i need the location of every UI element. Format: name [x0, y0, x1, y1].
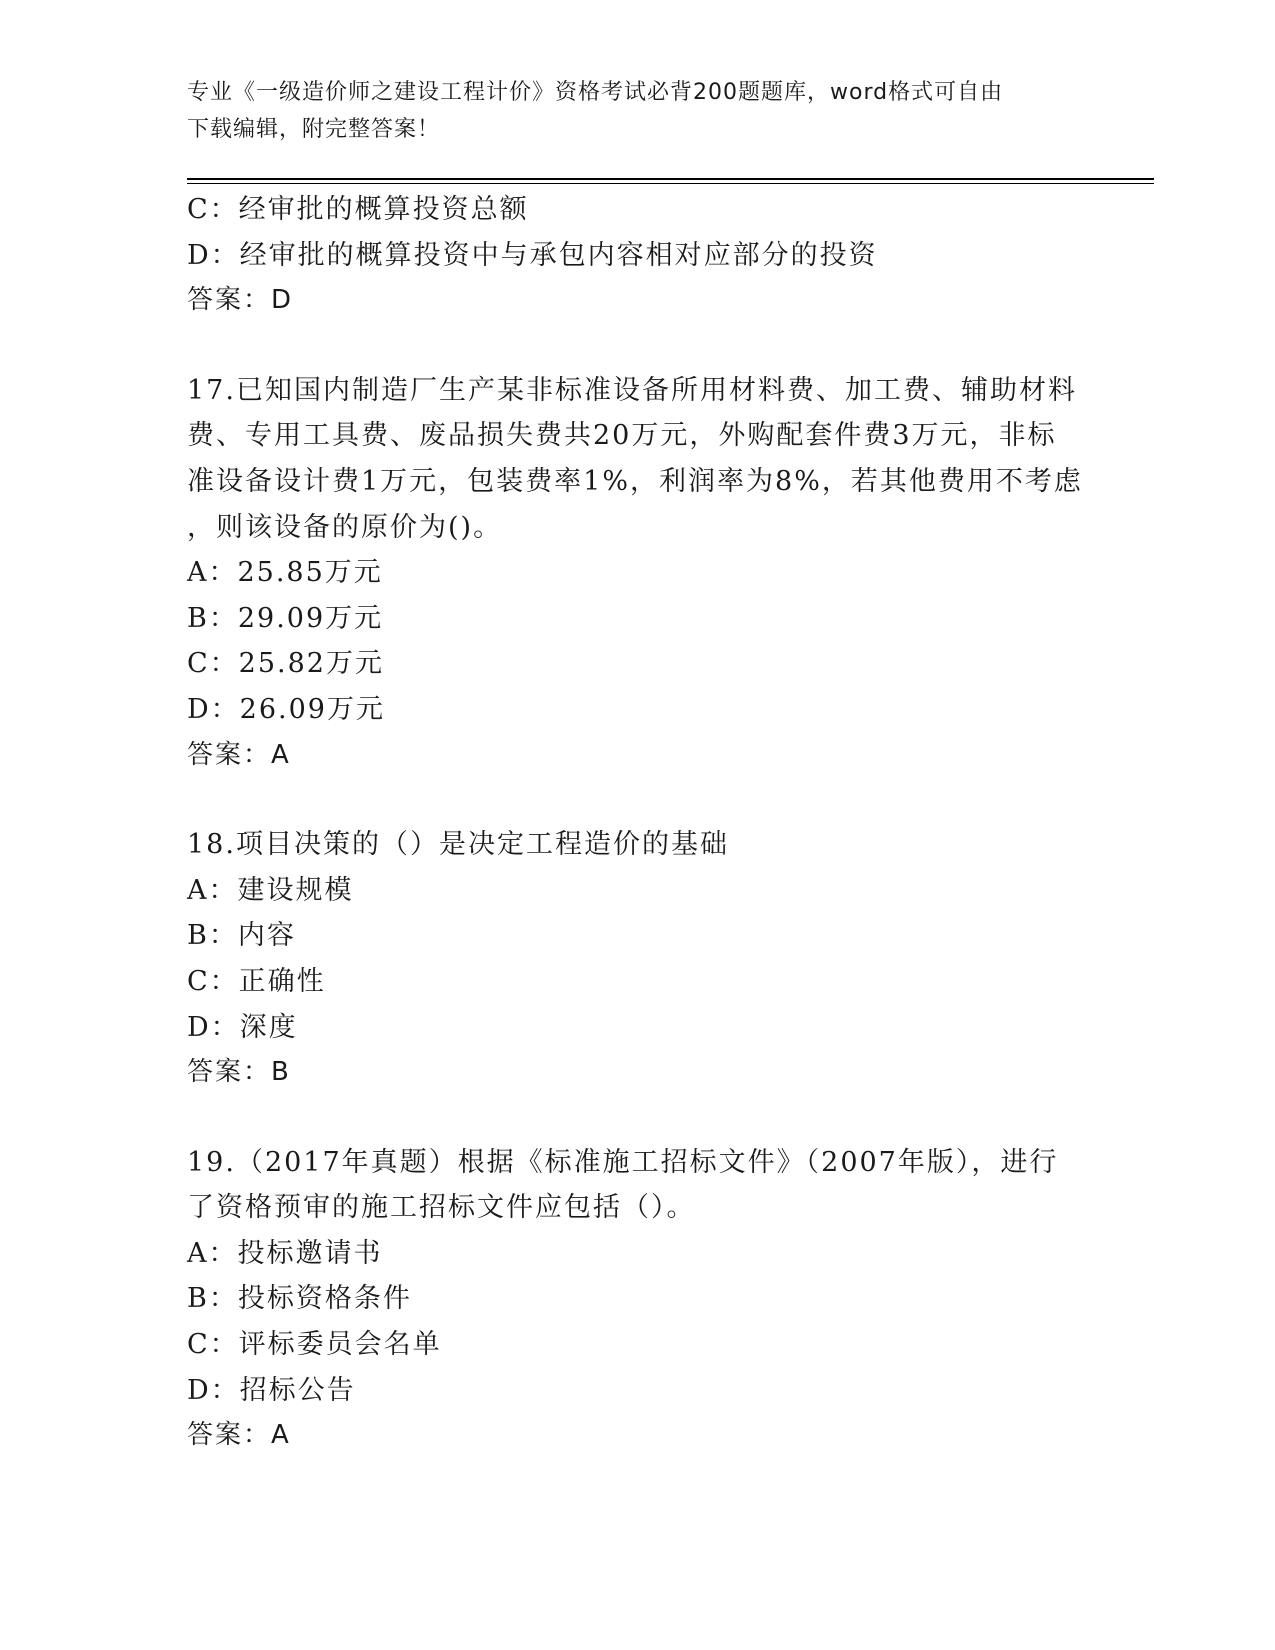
- document-header: [187, 74, 1087, 148]
- option-c: C：评标委员会名单: [187, 1329, 442, 1361]
- option-a: A：建设规模: [187, 874, 354, 906]
- option-a: A：投标邀请书: [187, 1237, 383, 1269]
- spacer: [187, 324, 1087, 368]
- header-rule-thin: [187, 183, 1154, 184]
- answer: 答案：A: [187, 1420, 291, 1451]
- question-17: [187, 368, 1087, 778]
- question-19: [187, 1140, 1087, 1459]
- answer: 答案：A: [187, 739, 291, 770]
- option-b: B：29.09万元: [187, 602, 384, 634]
- question-16: [187, 187, 1087, 324]
- question-18: [187, 822, 1087, 1096]
- answer: 答案：B: [187, 1057, 291, 1088]
- option-c: C：正确性: [187, 965, 326, 997]
- question-stem-line: 17.已知国内制造厂生产某非标准设备所用材料费、加工费、辅助材料: [187, 374, 1077, 406]
- question-stem-line: 18.项目决策的（）是决定工程造价的基础: [187, 829, 729, 861]
- option-d: D：经审批的概算投资中与承包内容相对应部分的投资: [187, 239, 878, 271]
- header-rule-thick: [187, 178, 1154, 180]
- question-stem-line: 准设备设计费1万元，包装费率1%，利润率为8%，若其他费用不考虑: [187, 465, 1083, 497]
- question-stem-line: ，则该设备的原价为()。: [187, 511, 503, 543]
- option-c: C：25.82万元: [187, 648, 384, 680]
- question-stem-line: 了资格预审的施工招标文件应包括（）。: [187, 1192, 696, 1224]
- document-body: [187, 187, 1087, 1459]
- question-stem-line: 费、专用工具费、废品损失费共20万元，外购配套件费3万元，非标: [187, 420, 1057, 452]
- question-stem-line: 19.（2017年真题）根据《标准施工招标文件》（2007年版），进行: [187, 1146, 1059, 1178]
- spacer: [187, 778, 1087, 822]
- option-d: D：深度: [187, 1011, 298, 1043]
- option-b: B：内容: [187, 920, 296, 952]
- answer: 答案：D: [187, 285, 294, 316]
- option-b: B：投标资格条件: [187, 1283, 412, 1315]
- header-line-2: 下载编辑，附完整答案！: [187, 117, 441, 142]
- spacer: [187, 1096, 1087, 1140]
- option-d: D：招标公告: [187, 1374, 356, 1406]
- option-c: C：经审批的概算投资总额: [187, 194, 529, 225]
- option-a: A：25.85万元: [187, 557, 383, 589]
- header-line-1: 专业《一级造价师之建设工程计价》资格考试必背200题题库，word格式可自由: [187, 80, 1004, 105]
- option-d: D：26.09万元: [187, 693, 385, 725]
